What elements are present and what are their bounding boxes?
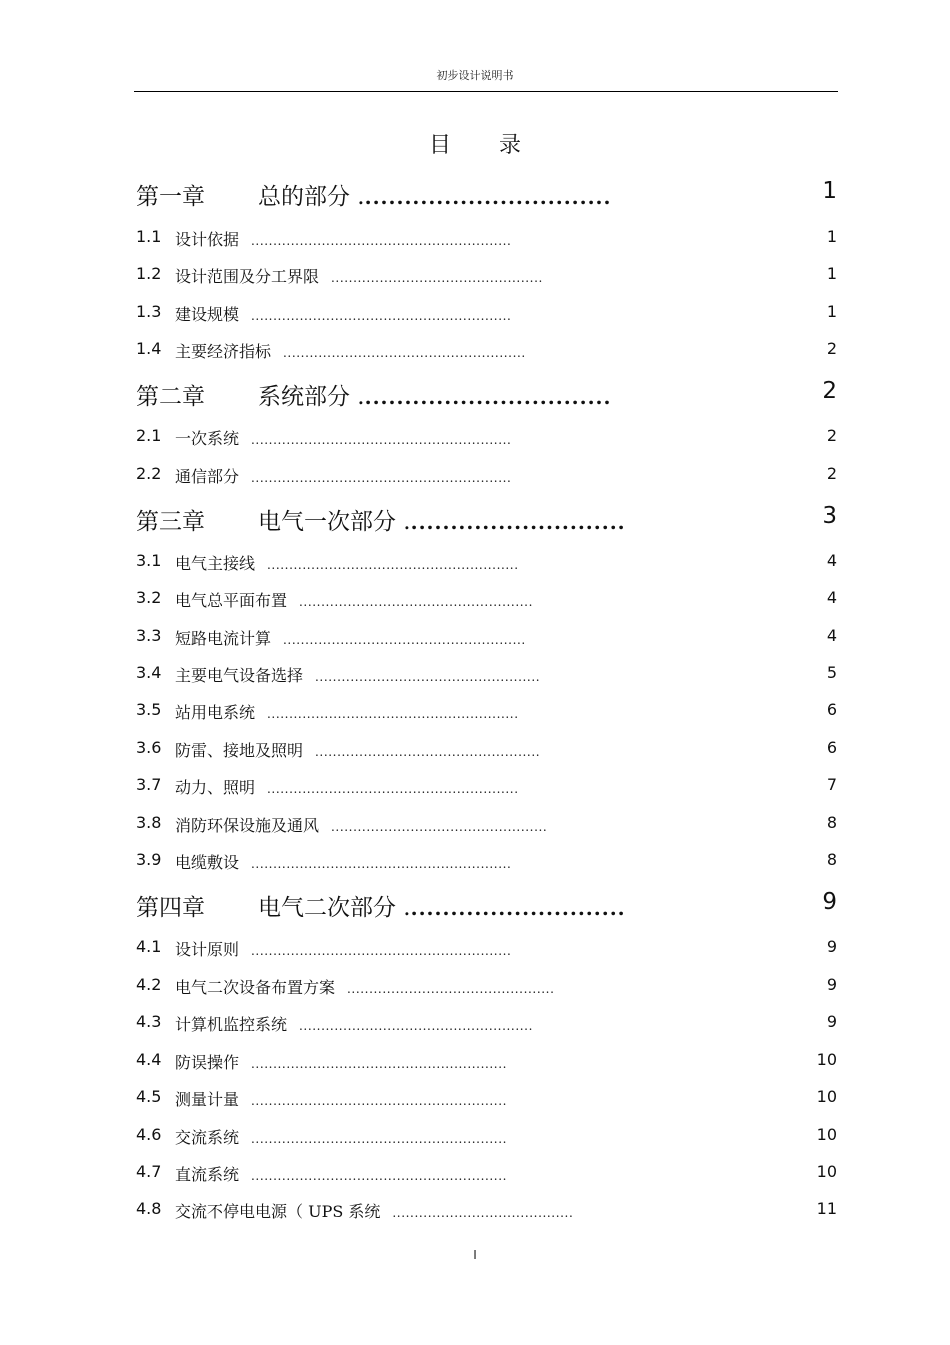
section-number: 3.1: [136, 551, 162, 570]
leader-dots: ...........................................................: [251, 309, 512, 323]
leader-dots: .....................................................: [299, 595, 533, 609]
section-title: [175, 1087, 507, 1110]
leader-dots: ...........................................................: [251, 944, 512, 958]
leader-dots: .....................................................: [299, 1019, 533, 1033]
chapter-title: [258, 503, 626, 536]
section-number: 3.7: [136, 775, 162, 794]
section-title: [175, 626, 526, 649]
entry-title-text: 电气二次设备布置方案: [175, 978, 336, 997]
section-title: [175, 775, 519, 798]
leader-dots: .........................................................: [267, 782, 519, 796]
leader-dots: ..........................................................: [251, 1132, 508, 1146]
entry-title-text: 防误操作: [175, 1053, 240, 1072]
chapter-title: [258, 178, 611, 211]
leader-dots: .......................................................: [283, 346, 526, 360]
page-number: 10: [816, 1125, 837, 1144]
header-rule: [134, 91, 838, 92]
entry-title-text: 防雷、接地及照明: [175, 741, 304, 760]
entry-title-text: 设计依据: [175, 230, 240, 249]
section-number: 1.4: [136, 339, 162, 358]
section-number: 4.6: [136, 1125, 162, 1144]
entry-title-text: 系统部分 .: [258, 384, 365, 410]
page-number: 2: [826, 339, 837, 358]
section-number: 4.7: [136, 1162, 162, 1181]
entry-title-text: 设计范围及分工界限: [175, 267, 320, 286]
section-number: 4.1: [136, 937, 162, 956]
section-title: [175, 1050, 507, 1073]
section-title: [175, 227, 511, 250]
page-number: 10: [816, 1162, 837, 1181]
chapter-number: 第二章: [136, 384, 205, 410]
entry-title-text: 设计原则: [175, 940, 240, 959]
page-number: 11: [816, 1199, 837, 1218]
leader-dots: ..........................................................: [251, 1094, 508, 1108]
entry-title-text: 交流系统: [175, 1128, 240, 1147]
leader-dots: .........................................: [392, 1206, 574, 1220]
section-title: [175, 1125, 507, 1148]
chapter-number: 第四章: [136, 895, 205, 921]
leader-dots: ..........................................................: [251, 1169, 508, 1183]
page-number: 9: [826, 1012, 837, 1031]
leader-dots: .......................................................: [283, 633, 526, 647]
leader-dots: .........................................................: [267, 558, 519, 572]
page-number: 4: [826, 588, 837, 607]
leader-dots: ...........................................................: [251, 234, 512, 248]
section-title: [175, 264, 543, 287]
section-number: 3.5: [136, 700, 162, 719]
section-title: [175, 850, 511, 873]
section-number: 3.2: [136, 588, 162, 607]
entry-title-text: 总的部分 .: [258, 184, 365, 210]
section-number: 3.6: [136, 738, 162, 757]
entry-title-text: 电气总平面布置: [175, 591, 288, 610]
entry-title-text: 短路电流计算: [175, 629, 272, 648]
section-number: 3.9: [136, 850, 162, 869]
section-number: 3.4: [136, 663, 162, 682]
page-number: 6: [826, 700, 837, 719]
page-number: 1: [826, 302, 837, 321]
leader-dots: ...........................: [410, 510, 626, 534]
section-number: 1.2: [136, 264, 162, 283]
page-header-title: 初步设计说明书: [436, 69, 514, 82]
leader-dots: ...................................................: [315, 745, 541, 759]
entry-title-text: 电气二次部分 .: [258, 895, 411, 921]
section-title: [175, 339, 526, 362]
leader-dots: ...........................................................: [251, 433, 512, 447]
entry-title-text: 建设规模: [175, 305, 240, 324]
section-number: 4.8: [136, 1199, 162, 1218]
entry-title-text: 主要经济指标: [175, 342, 272, 361]
page-number: 6: [826, 738, 837, 757]
page-number: 1: [826, 227, 837, 246]
entry-title-text: 交流不停电电源（ UPS 系统: [175, 1202, 381, 1221]
toc-title: 目录: [428, 133, 569, 158]
page-number: 4: [826, 551, 837, 570]
leader-dots: ...............................: [364, 185, 612, 209]
section-title: [175, 700, 519, 723]
page-footer-number: I: [473, 1248, 477, 1262]
entry-title-text: 一次系统: [175, 429, 240, 448]
page-number: 8: [826, 813, 837, 832]
section-number: 4.2: [136, 975, 162, 994]
page-number: 1: [822, 178, 837, 204]
page-number: 4: [826, 626, 837, 645]
chapter-title: [258, 889, 626, 922]
leader-dots: .........................................................: [267, 707, 519, 721]
section-title: [175, 302, 511, 325]
section-title: [175, 1199, 573, 1222]
leader-dots: ..........................................................: [251, 1057, 508, 1071]
section-number: 2.2: [136, 464, 162, 483]
chapter-number: 第三章: [136, 509, 205, 535]
leader-dots: .................................................: [331, 820, 548, 834]
page-number: 7: [826, 775, 837, 794]
page-number: 9: [822, 889, 837, 915]
entry-title-text: 消防环保设施及通风: [175, 816, 320, 835]
page-number: 3: [822, 503, 837, 529]
section-title: [175, 551, 519, 574]
entry-title-text: 测量计量: [175, 1090, 240, 1109]
chapter-title: [258, 378, 611, 411]
leader-dots: ...........................................................: [251, 471, 512, 485]
section-title: [175, 464, 511, 487]
entry-title-text: 主要电气设备选择: [175, 666, 304, 685]
section-title: [175, 1012, 533, 1035]
leader-dots: ...........................................................: [251, 857, 512, 871]
entry-title-text: 电气主接线: [175, 554, 256, 573]
page-number: 1: [826, 264, 837, 283]
entry-title-text: 直流系统: [175, 1165, 240, 1184]
section-title: [175, 937, 511, 960]
section-number: 4.5: [136, 1087, 162, 1106]
section-title: [175, 975, 555, 998]
section-number: 4.4: [136, 1050, 162, 1069]
section-title: [175, 813, 547, 836]
leader-dots: ...............................: [364, 385, 612, 409]
entry-title-text: 站用电系统: [175, 703, 256, 722]
entry-title-text: 动力、照明: [175, 778, 256, 797]
section-title: [175, 426, 511, 449]
leader-dots: ...................................................: [315, 670, 541, 684]
section-number: 1.3: [136, 302, 162, 321]
section-title: [175, 1162, 507, 1185]
entry-title-text: 电缆敷设: [175, 853, 240, 872]
page-number: 9: [826, 937, 837, 956]
chapter-number: 第一章: [136, 184, 205, 210]
page-number: 9: [826, 975, 837, 994]
section-number: 3.3: [136, 626, 162, 645]
section-number: 4.3: [136, 1012, 162, 1031]
entry-title-text: 电气一次部分 .: [258, 509, 411, 535]
page-number: 8: [826, 850, 837, 869]
page-number: 2: [822, 378, 837, 404]
section-number: 2.1: [136, 426, 162, 445]
section-number: 3.8: [136, 813, 162, 832]
leader-dots: ................................................: [331, 271, 543, 285]
section-title: [175, 663, 540, 686]
leader-dots: ...........................: [410, 896, 626, 920]
page-number: 5: [826, 663, 837, 682]
page-number: 10: [816, 1050, 837, 1069]
entry-title-text: 通信部分: [175, 467, 240, 486]
leader-dots: ...............................................: [347, 982, 555, 996]
page-number: 2: [826, 426, 837, 445]
page-number: 10: [816, 1087, 837, 1106]
section-title: [175, 588, 533, 611]
section-title: [175, 738, 540, 761]
section-number: 1.1: [136, 227, 162, 246]
page-number: 2: [826, 464, 837, 483]
entry-title-text: 计算机监控系统: [175, 1015, 288, 1034]
